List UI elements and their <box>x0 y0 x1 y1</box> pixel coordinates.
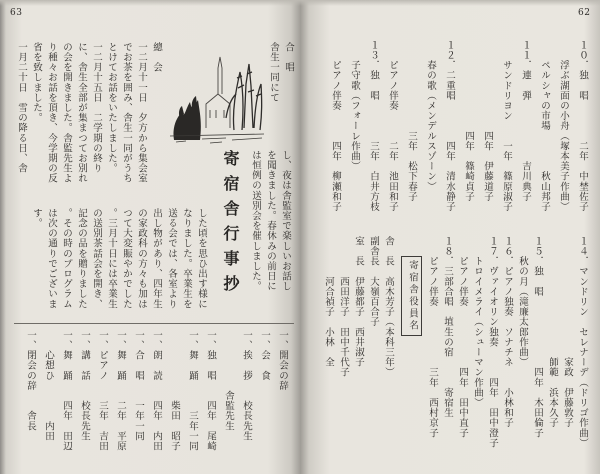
section-title: 寄宿舎行事抄 <box>221 150 240 300</box>
text-column: １２．二重唱 四年 清水静子 <box>444 40 455 212</box>
text-column: 舎 長 高木芳子（本科三年） <box>383 236 394 378</box>
text-column: 省を致しました。 <box>31 42 42 123</box>
text-column: り種々お話を頂き、今学期の反 <box>46 42 57 184</box>
text-column: なりました。卒業生を <box>181 208 192 309</box>
text-column: 一、舞 踊 三年一同 <box>187 330 198 452</box>
text-column: 浮ぶ湖面の小舟（塚本美子作曲） <box>558 40 569 212</box>
illustration-sketch <box>166 48 266 144</box>
text-column: 四年 伊藤道子 <box>482 40 493 202</box>
left-side-text-block <box>248 150 293 320</box>
text-column: 心想ひ 内田 <box>43 330 54 442</box>
page-number-right: 62 <box>578 8 591 18</box>
text-column: の送別茶話会を開き、 <box>91 208 102 309</box>
text-column: ピアノ伴奏 四年 田中直子 <box>457 236 468 438</box>
text-column: ペルシャの市場 秋山邦子 <box>539 40 550 212</box>
text-column: 舎監先生 <box>223 330 234 431</box>
text-column: は次の通りでございま <box>46 208 57 309</box>
text-column: の家政科の方々も加は <box>136 208 147 309</box>
left-middle-text-block <box>14 208 209 318</box>
text-column: 一二月十一日 夕方から集会室 <box>136 42 147 184</box>
text-column: 合 唱 <box>283 42 294 73</box>
text-column: １０．独 唱 二年 中埜佐子 <box>577 40 588 212</box>
text-column: ピアノ伴奏 四年 柳瀬和子 <box>330 40 341 212</box>
text-column: 柴田 昭子 <box>169 330 180 452</box>
text-column: 河合禎子 小林 全 <box>323 236 334 368</box>
text-column: 一、舞 踊 四年 田辺 <box>61 330 72 452</box>
text-column: 一、独 唱 四年 尾崎 <box>205 330 216 452</box>
left-top-text-block <box>14 42 164 202</box>
text-column: 副舎長 大嶺百合子 <box>368 236 379 327</box>
text-column: 三年 松下春子 <box>406 40 417 202</box>
text-column: 一、合 唱 一年一同 <box>133 330 144 442</box>
text-column: 一、講 話 校長先生 <box>79 330 90 442</box>
text-column: は恒例の送別会を催しました。 <box>250 150 261 292</box>
text-column: 出し物があり、四年生 <box>151 208 162 309</box>
text-column: の会を開きました。舎監先生よ <box>61 42 72 184</box>
text-column: 總 会 <box>151 42 162 73</box>
tree-cluster <box>226 64 262 130</box>
text-column: 一、閉会の辞 舎長 <box>25 330 36 431</box>
text-column: 一、ピアノ 三年 吉田 <box>97 330 108 452</box>
text-column: 室 長 伊藤都子 西井淑子 <box>353 236 364 368</box>
dormitory-officers-list <box>320 236 396 466</box>
text-column: １８．三部合唱 埴生の宿 寄宿生 <box>442 236 453 418</box>
text-column: サンドリヨン 一年 篠原淑子 <box>501 40 512 212</box>
text-column: 一、開会の辞 <box>277 330 288 391</box>
text-column: し、夜は舎監室で楽しいお話し <box>280 150 291 292</box>
text-column: １５．独 唱 四年 木田倫子 <box>532 236 543 438</box>
text-column: 家政 伊藤敦子 <box>562 236 573 428</box>
text-column: 一、会 食 <box>259 330 270 381</box>
text-column: 師範 浜本久子 <box>547 236 558 428</box>
text-column: １４．マンドリン セレナーデ（ドリゴ作曲） <box>577 236 588 449</box>
text-column: ピアノ伴奏 二年 池田和子 <box>387 40 398 212</box>
text-column: 一、朗 読 四年 内田 <box>151 330 162 452</box>
text-column: 一、舞 踊 二年 平原 <box>115 330 126 452</box>
text-column: １３．独 唱 三年 白井方枝 <box>368 40 379 212</box>
text-column: 舎生一同にて <box>268 42 279 103</box>
text-column: す。 <box>31 208 42 229</box>
text-column: １６．ピアノ独奏 ソナチネ 小林和子 <box>502 236 513 428</box>
scan-top-shade <box>0 0 600 6</box>
text-column: １１．連 弾 吉川典子 <box>520 40 531 202</box>
text-column: 西田洋子 田中千代子 <box>338 236 349 378</box>
party-program-list <box>18 330 290 466</box>
text-column: 春の歌（メンデルスゾーン） <box>425 40 436 192</box>
text-column: とけてお話をいたしました。 <box>106 42 117 174</box>
text-column: 一月二十日 雪の降る日、舎 <box>16 42 27 174</box>
text-column: でお茶を囲み、舎生一同がうち <box>121 42 132 184</box>
text-column: 子守歌（フォーレ作曲） <box>349 40 360 172</box>
text-column: 四年 篠崎貞子 <box>463 40 474 202</box>
text-column: 記念の品を贈りました <box>76 208 87 309</box>
left-side-top-text-block <box>266 42 296 142</box>
officers-heading-box: 寄宿舎役員名 <box>401 256 422 336</box>
text-column: を聞きました。春休みの前日に <box>265 150 276 292</box>
section-divider <box>14 323 294 324</box>
text-column: トロイメライ（シューマン作曲） <box>472 236 483 408</box>
text-column: 一二月十五日 二学期の終り <box>91 42 102 174</box>
text-column: １７．ヴァイオリン独奏 四年 田中澄子 <box>487 236 498 449</box>
concert-program-lower <box>425 236 590 466</box>
concert-program-upper <box>322 40 590 226</box>
text-column: 。その時のプログラム <box>61 208 72 309</box>
text-column: 送る会では、各室より <box>166 208 177 309</box>
text-column: つて大変賑やかでした <box>121 208 132 309</box>
dark-foliage <box>173 96 200 140</box>
text-column: 秋の月（滝廉太郎作曲） <box>517 236 528 368</box>
text-column: した頃を思ひ出す様に <box>196 208 207 309</box>
text-column: 一、挨 拶 校長先生 <box>241 330 252 442</box>
text-column: に、舎生全部が集まつてお別れ <box>76 42 87 184</box>
page-number-left: 63 <box>10 8 23 18</box>
text-column: 。三月十日には卒業生 <box>106 208 117 309</box>
text-column: ピアノ伴奏 三年 西村京子 <box>427 236 438 438</box>
